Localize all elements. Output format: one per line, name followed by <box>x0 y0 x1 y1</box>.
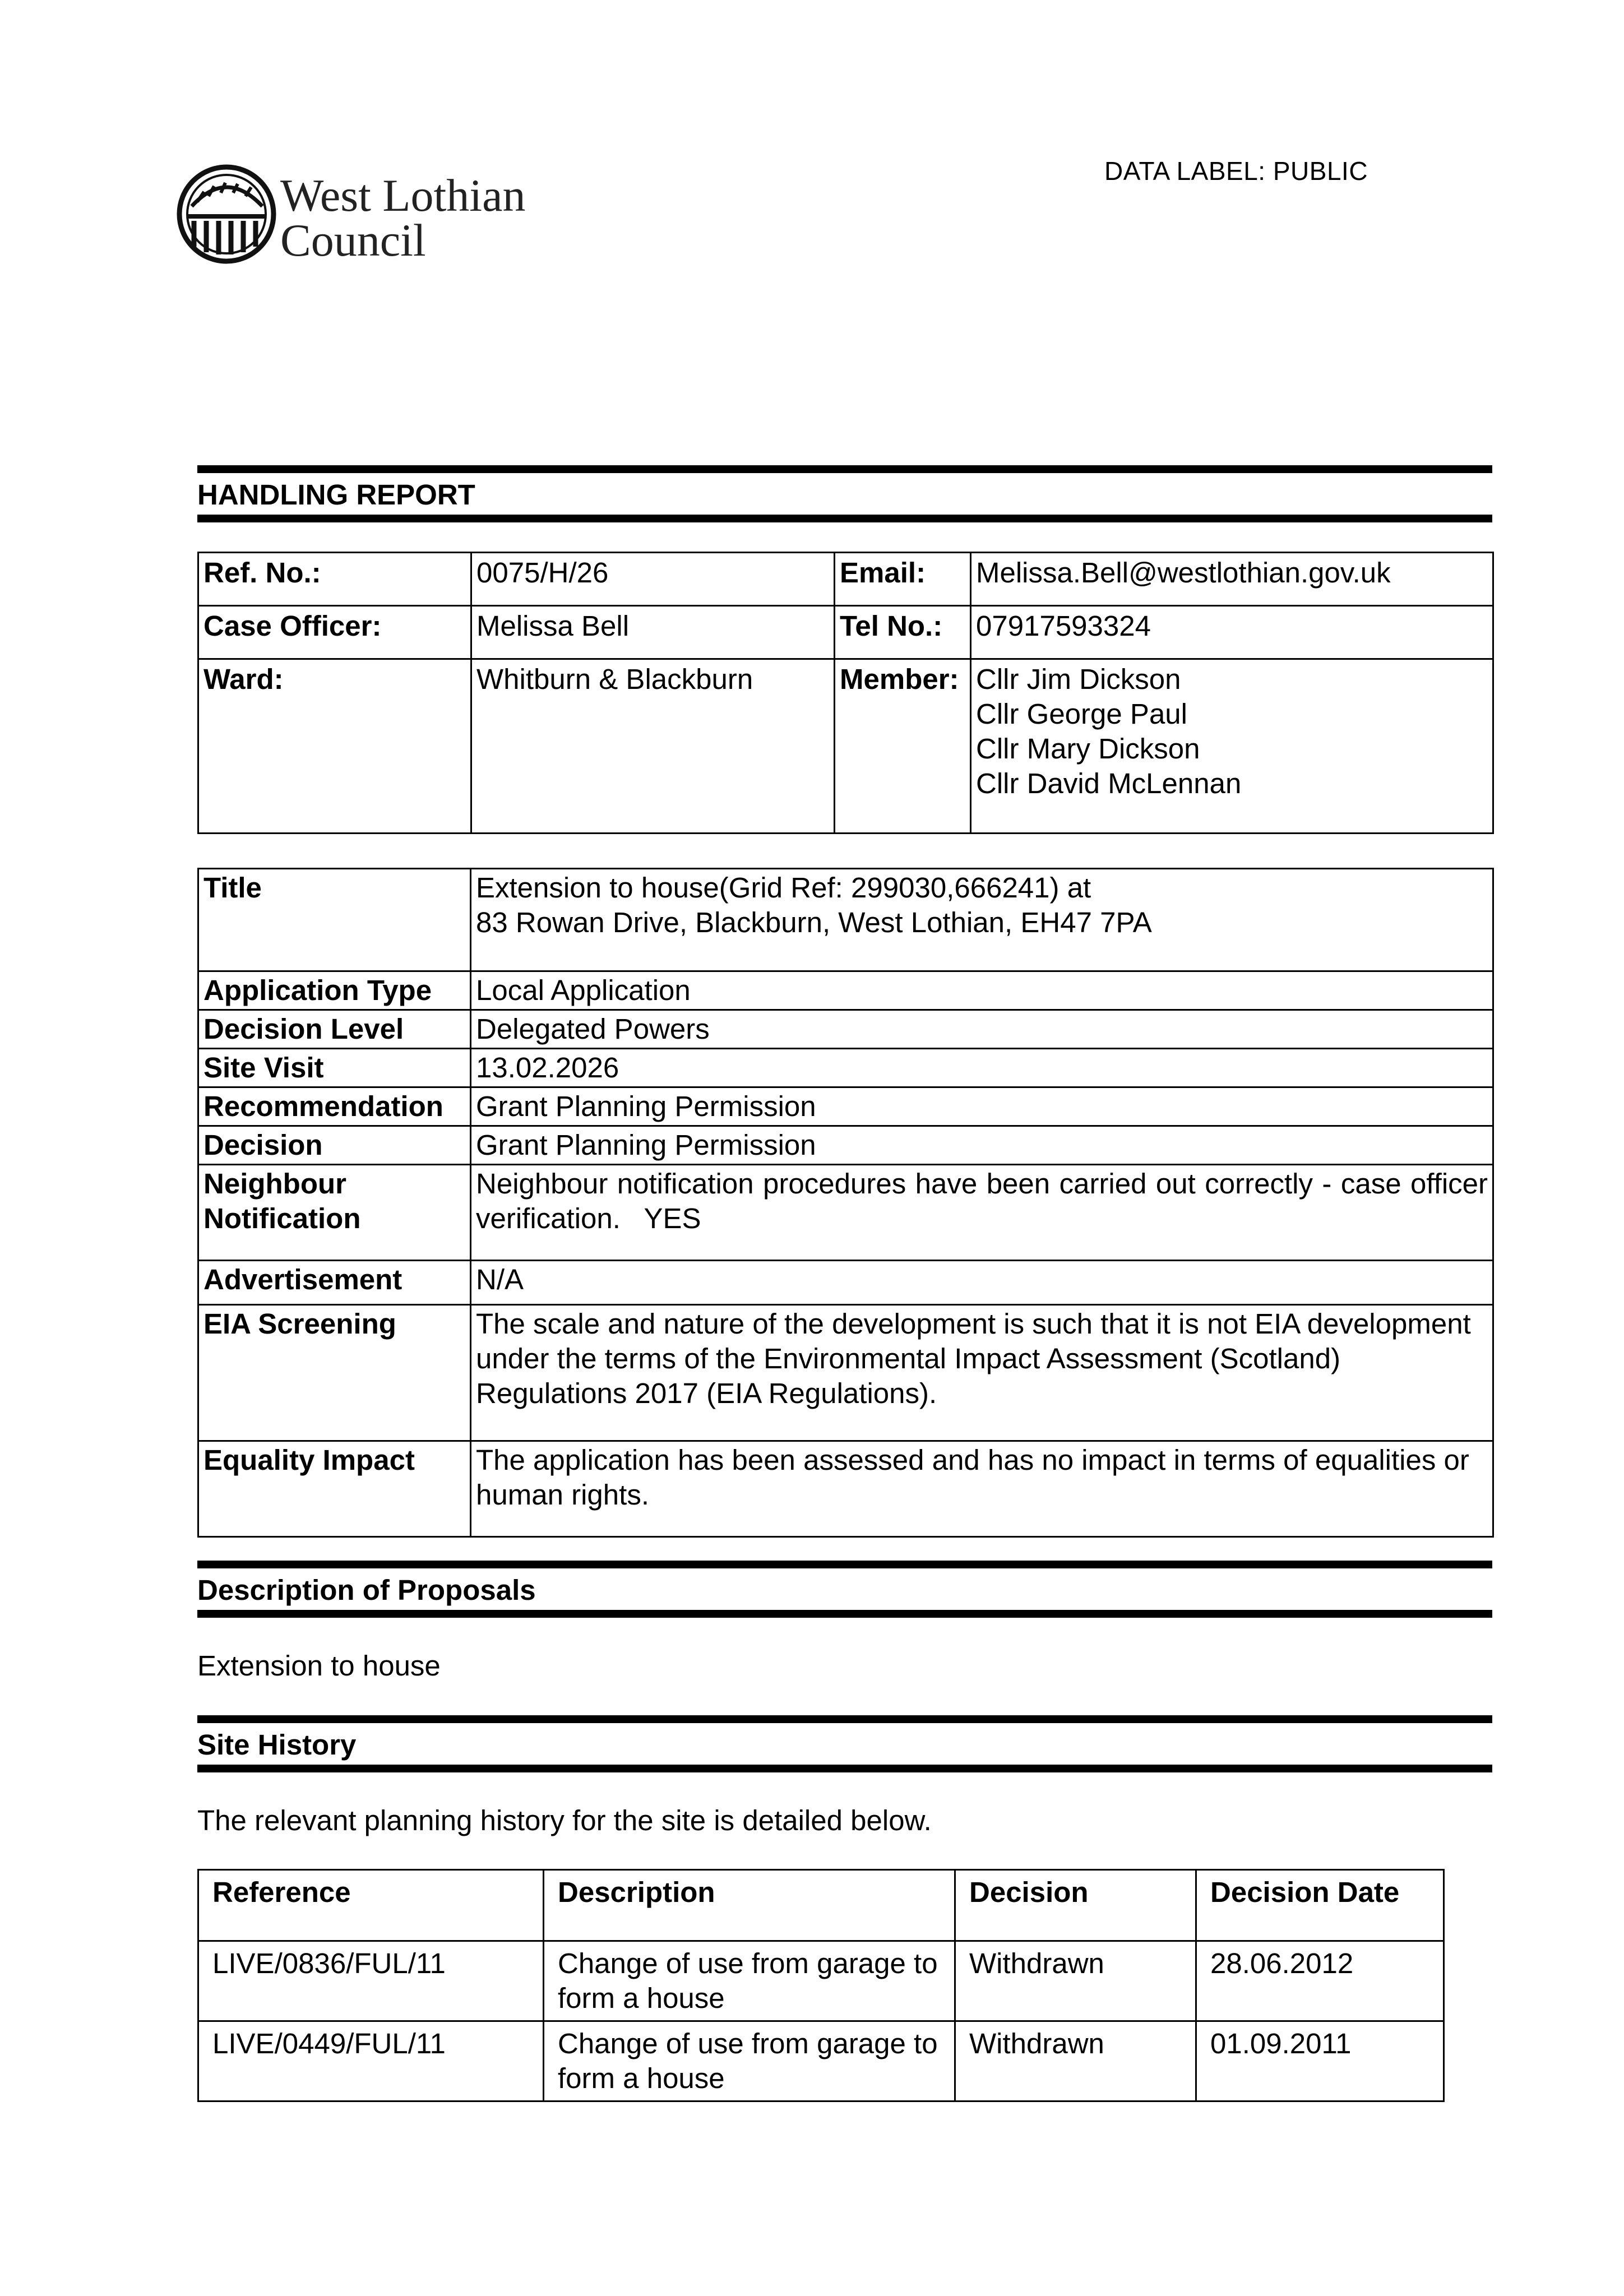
site-visit-label: Site Visit <box>198 1049 471 1087</box>
advertisement-label: Advertisement <box>198 1261 471 1305</box>
history-decision: Withdrawn <box>955 2021 1196 2101</box>
member-name: Cllr Jim Dickson <box>976 663 1181 695</box>
tel-label: Tel No.: <box>835 606 971 659</box>
officer-value: Melissa Bell <box>471 606 835 659</box>
title-line: Extension to house(Grid Ref: 299030,666241) at <box>476 872 1091 904</box>
equality-value: The application has been assessed and has no impact in terms of equalities or human rights. <box>471 1441 1493 1537</box>
description-text: Extension to house <box>197 1650 441 1682</box>
member-name: Cllr George Paul <box>976 698 1187 730</box>
officer-label: Case Officer: <box>198 606 471 659</box>
ward-label: Ward: <box>198 659 471 834</box>
case-info-table <box>197 552 1494 834</box>
neighbour-label <box>198 1165 471 1261</box>
history-reference: LIVE/0836/FUL/11 <box>198 1941 544 2021</box>
table-row <box>198 1087 1493 1126</box>
decision-level-value: Delegated Powers <box>471 1010 1493 1049</box>
decision-label: Decision <box>198 1126 471 1165</box>
column-header: Decision <box>955 1870 1196 1941</box>
description-heading <box>197 1561 1492 1618</box>
data-label: DATA LABEL: PUBLIC <box>1104 156 1368 186</box>
table-row <box>198 1441 1493 1537</box>
site-history-table <box>197 1869 1445 2102</box>
table-row <box>198 1261 1493 1305</box>
table-row <box>198 1049 1493 1087</box>
column-header: Reference <box>198 1870 544 1941</box>
app-type-value: Local Application <box>471 971 1493 1010</box>
advertisement-value: N/A <box>471 1261 1493 1305</box>
history-date: 28.06.2012 <box>1196 1941 1444 2021</box>
neighbour-value: Neighbour notification procedures have been carried out correctly - case officer verification. YES <box>471 1165 1493 1261</box>
neighbour-label-line: Notification <box>203 1202 361 1234</box>
bridge-emblem-icon <box>179 167 274 261</box>
table-header-row <box>198 1870 1444 1941</box>
ref-label: Ref. No.: <box>198 553 471 606</box>
history-description: Change of use from garage to form a house <box>544 1941 955 2021</box>
history-date: 01.09.2011 <box>1196 2021 1444 2101</box>
table-row <box>198 659 1493 834</box>
table-row <box>198 971 1493 1010</box>
ward-value: Whitburn & Blackburn <box>471 659 835 834</box>
member-list <box>971 659 1493 834</box>
site-history-title: Site History <box>197 1729 357 1761</box>
ref-value: 0075/H/26 <box>471 553 835 606</box>
table-row <box>198 1941 1444 2021</box>
table-row <box>198 606 1493 659</box>
logo-text-line2: Council <box>280 215 426 266</box>
neighbour-label-line: Neighbour <box>203 1168 346 1200</box>
member-name: Cllr David McLennan <box>976 767 1242 799</box>
history-reference: LIVE/0449/FUL/11 <box>198 2021 544 2101</box>
application-details-table <box>197 868 1494 1538</box>
recommendation-value: Grant Planning Permission <box>471 1087 1493 1126</box>
logo-text-line1: West Lothian <box>280 170 526 221</box>
table-row <box>198 553 1493 606</box>
council-logo <box>175 163 556 269</box>
decision-value: Grant Planning Permission <box>471 1126 1493 1165</box>
history-description: Change of use from garage to form a house <box>544 2021 955 2101</box>
decision-level-label: Decision Level <box>198 1010 471 1049</box>
table-row <box>198 1126 1493 1165</box>
handling-report-title: HANDLING REPORT <box>197 479 475 511</box>
table-row <box>198 1010 1493 1049</box>
description-title: Description of Proposals <box>197 1574 536 1606</box>
handling-report-heading <box>197 465 1492 522</box>
table-row <box>198 869 1493 971</box>
title-line: 83 Rowan Drive, Blackburn, West Lothian, EH47 7PA <box>476 906 1152 938</box>
member-label: Member: <box>835 659 971 834</box>
site-visit-value: 13.02.2026 <box>471 1049 1493 1087</box>
history-decision: Withdrawn <box>955 1941 1196 2021</box>
eia-value: The scale and nature of the development is such that it is not EIA development under the terms of the Environmental Impact Assessment (Scotland) Regulations 2017 (EIA Regulations). <box>471 1305 1493 1441</box>
table-row <box>198 1165 1493 1261</box>
email-label: Email: <box>835 553 971 606</box>
site-history-heading <box>197 1715 1492 1772</box>
column-header: Description <box>544 1870 955 1941</box>
eia-label: EIA Screening <box>198 1305 471 1441</box>
table-row <box>198 1305 1493 1441</box>
site-history-intro: The relevant planning history for the site is detailed below. <box>197 1804 932 1836</box>
title-label: Title <box>198 869 471 971</box>
table-row <box>198 2021 1444 2101</box>
title-value <box>471 869 1493 971</box>
email-value: Melissa.Bell@westlothian.gov.uk <box>971 553 1493 606</box>
equality-label: Equality Impact <box>198 1441 471 1537</box>
tel-value: 07917593324 <box>971 606 1493 659</box>
column-header: Decision Date <box>1196 1870 1444 1941</box>
member-name: Cllr Mary Dickson <box>976 733 1200 765</box>
app-type-label: Application Type <box>198 971 471 1010</box>
recommendation-label: Recommendation <box>198 1087 471 1126</box>
